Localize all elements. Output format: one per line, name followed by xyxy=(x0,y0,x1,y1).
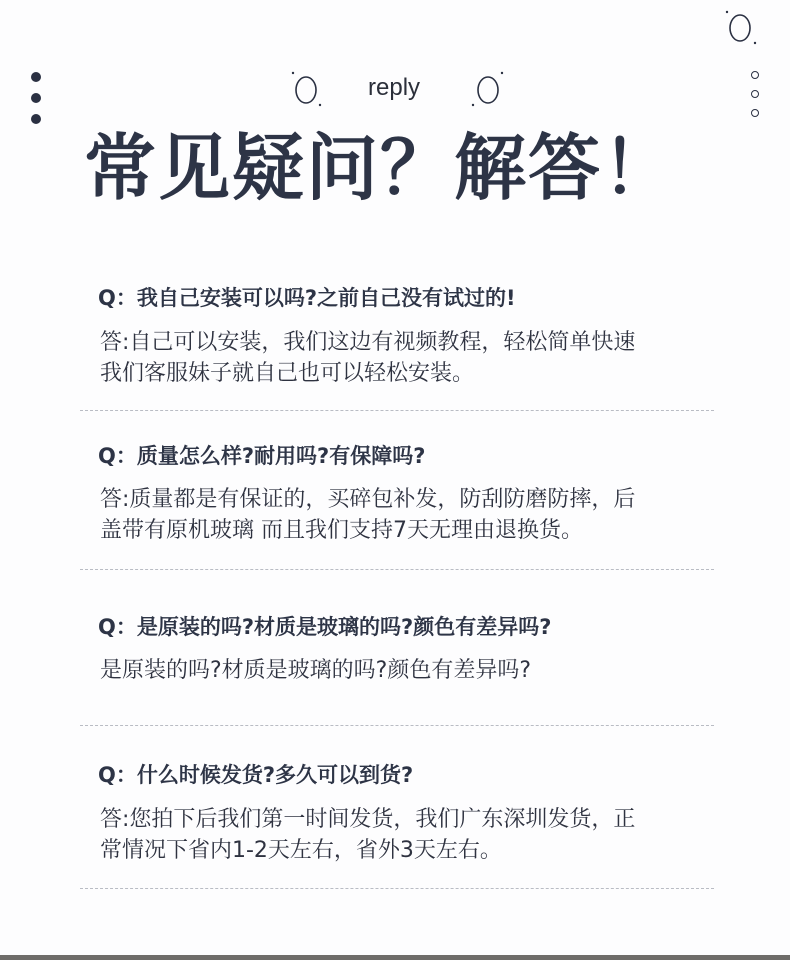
egg-doodle-icon xyxy=(289,70,325,108)
divider xyxy=(80,888,714,889)
faq-answer xyxy=(100,327,700,389)
faq-answer-line: 答:质量都是有保证的，买碎包补发，防刮防磨防摔，后 xyxy=(100,487,636,512)
ring-icon xyxy=(751,90,759,98)
faq-question: Q：质量怎么样?耐用吗?有保障吗? xyxy=(98,444,426,468)
faq-answer xyxy=(100,484,700,546)
faq-answer xyxy=(100,655,700,686)
divider xyxy=(80,569,714,570)
egg-doodle-icon xyxy=(724,8,760,48)
faq-answer xyxy=(100,804,700,866)
faq-answer-line: 答:您拍下后我们第一时间发货，我们广东深圳发货，正 xyxy=(100,807,636,832)
reply-label: reply xyxy=(368,74,421,101)
faq-answer-line: 常情况下省内1-2天左右，省外3天左右。 xyxy=(100,838,502,863)
faq-question: Q：是原装的吗?材质是玻璃的吗?颜色有差异吗? xyxy=(98,615,552,639)
divider xyxy=(80,725,714,726)
dot-icon xyxy=(31,72,41,82)
divider xyxy=(80,410,714,411)
egg-doodle-icon xyxy=(470,70,506,108)
faq-answer-line: 答:自己可以安装，我们这边有视频教程，轻松简单快速 xyxy=(100,330,636,355)
faq-answer-line: 我们客服妹子就自己也可以轻松安装。 xyxy=(100,361,475,386)
faq-answer-line: 盖带有原机玻璃 而且我们支持7天无理由退换货。 xyxy=(100,518,583,543)
page-title: 常见疑问？解答！ xyxy=(83,126,676,210)
ring-icon xyxy=(751,71,759,79)
dot-icon xyxy=(31,93,41,103)
faq-answer-line: 是原装的吗?材质是玻璃的吗?颜色有差异吗? xyxy=(100,658,532,683)
faq-question: Q：我自己安装可以吗?之前自己没有试过的! xyxy=(98,286,516,310)
faq-question: Q：什么时候发货?多久可以到货? xyxy=(98,763,414,787)
bottom-strip xyxy=(0,955,790,960)
